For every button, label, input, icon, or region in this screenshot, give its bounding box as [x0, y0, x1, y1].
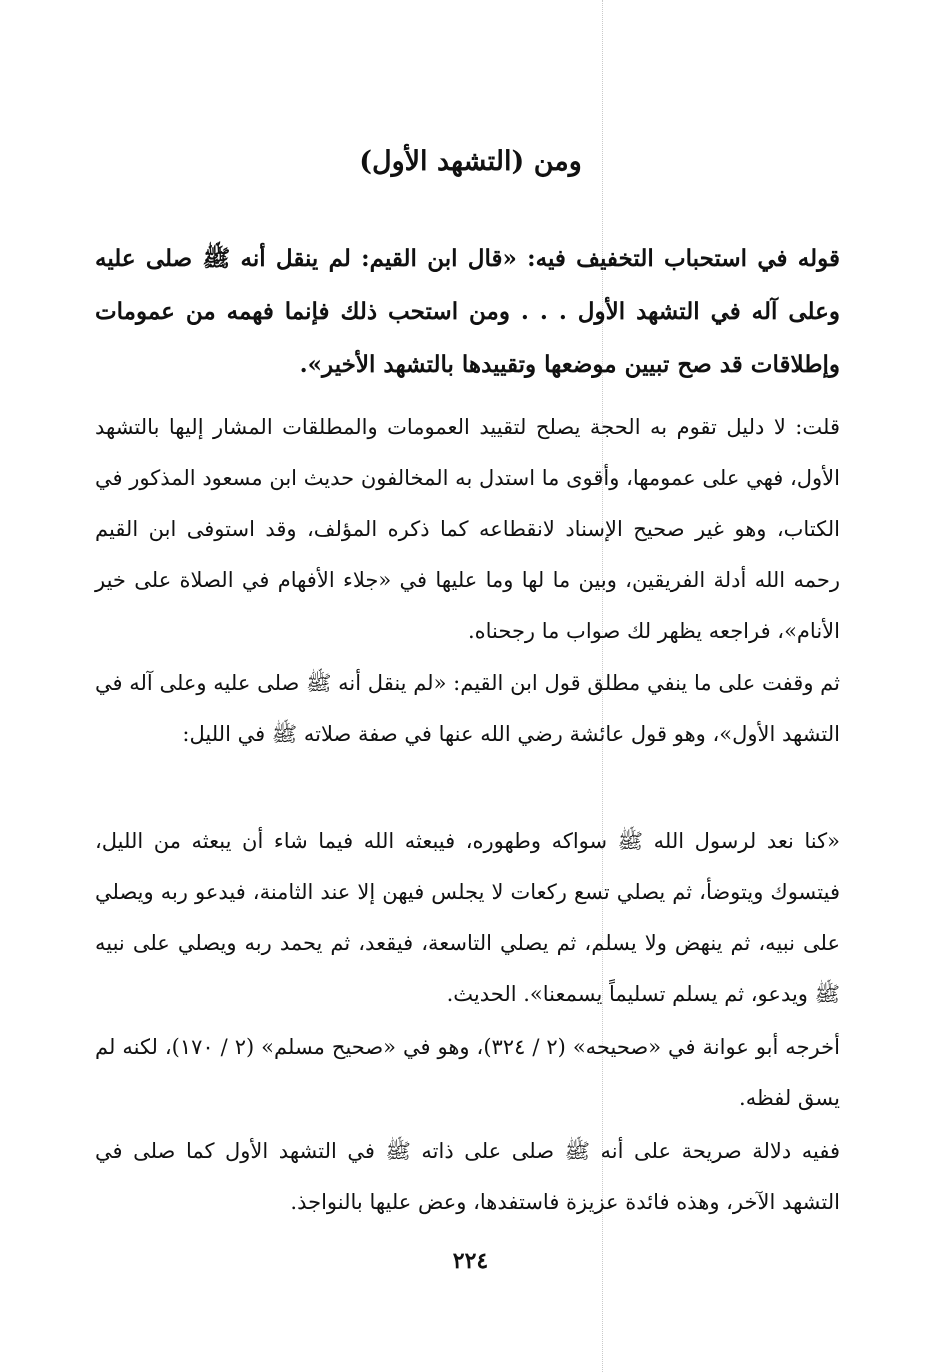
page-number: ٢٢٤ — [452, 1248, 489, 1274]
commentary-paragraph: قلت: لا دليل تقوم به الحجة يصلح لتقييد العمومات والمطلقات المشار إليها بالتشهد الأول، فهي على عمومها، وأقوى ما استدل به المخالفون حديث ابن مسعود المذكور في الكتاب، وهو غير صحيح الإسناد لانقطاعه كما ذكره المؤلف، وقد استوفى ابن القيم رحمه الله أدلة الفريقين، وبين ما لها وما عليها في «جلاء الأفهام في الصلاة على خير الأنام»، فراجعه يظهر لك صواب ما رجحناه. — [95, 415, 840, 643]
conclusion-paragraph: ففيه دلالة صريحة على أنه ﷺ صلى على ذاته ﷺ في التشهد الأول كما صلى في التشهد الآخر، وهذه فائدة عزيزة فاستفدها، وعض عليها بالنواجذ. — [95, 1139, 840, 1214]
aisha-intro-paragraph: ثم وقفت على ما ينفي مطلق قول ابن القيم: «لم ينقل أنه ﷺ صلى عليه وعلى آله في التشهد الأول»، وهو قول عائشة رضي الله عنها في صفة صلاته ﷺ في الليل: — [95, 671, 840, 746]
citation-paragraph: أخرجه أبو عوانة في «صحيحه» (٢ / ٣٢٤)، وهو في «صحيح مسلم» (٢ / ١٧٠)، لكنه لم يسق لفظه. — [95, 1035, 840, 1110]
section-heading: ومن (التشهد الأول) — [359, 146, 582, 177]
hadith-paragraph: «كنا نعد لرسول الله ﷺ سواكه وطهوره، فيبعثه الله فيما شاء أن يبعثه من الليل، فيتسوك ويتوضأ، ثم يصلي تسع ركعات لا يجلس فيهن إلا عند الثامنة، فيدعو ربه ويصلي على نبيه، ثم ينهض ولا يسلم، ثم يصلي التاسعة، فيقعد، ثم يحمد ربه ويصلي على نبيه ﷺ ويدعو، ثم يسلم تسليماً يسمعنا». الحديث. — [95, 829, 840, 1006]
quoted-statement-paragraph: قوله في استحباب التخفيف فيه: «قال ابن القيم: لم ينقل أنه ﷺ صلى عليه وعلى آله في التشهد الأول . . . ومن استحب ذلك فإنما فهمه من عمومات وإطلاقات قد صح تبيين موضعها وتقييدها بالتشهد الأخير». — [95, 245, 840, 378]
